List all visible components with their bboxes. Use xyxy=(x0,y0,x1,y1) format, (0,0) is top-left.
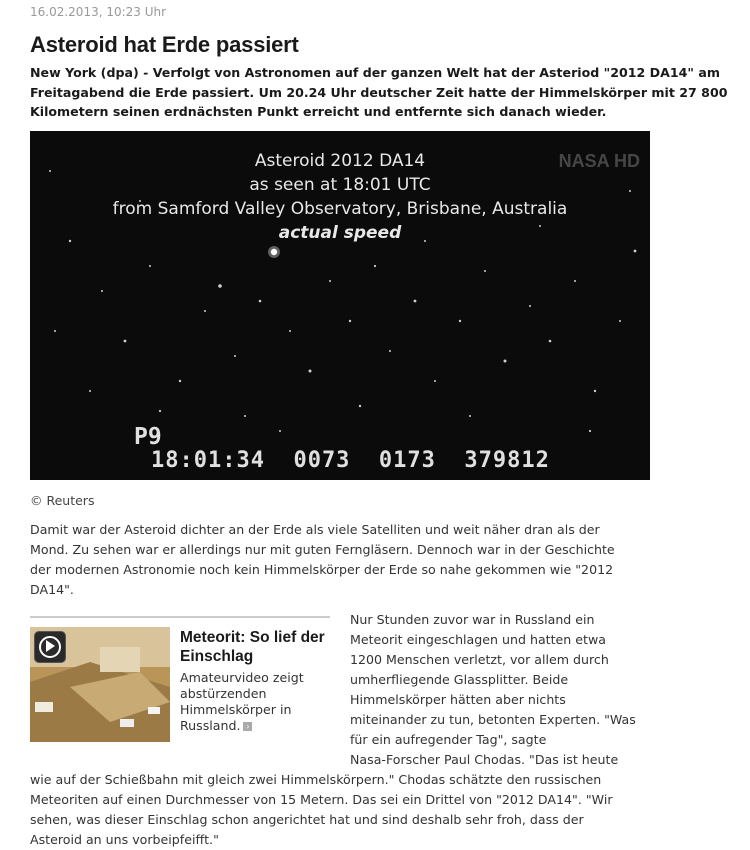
teaser-divider xyxy=(30,616,330,618)
article-image[interactable] xyxy=(30,131,650,480)
more-arrow-icon[interactable]: › xyxy=(243,722,252,731)
paragraph-line: Nur Stunden zuvor war in Russland ein xyxy=(350,612,595,627)
teaser-text: Amateurvideo zeigt abstürzenden Himmelskörper in Russland. xyxy=(180,670,304,733)
paragraph-line: Mond. Zu sehen war er allerdings nur mit guten Ferngläsern. Dennoch war in der Geschichte xyxy=(30,542,615,557)
paragraph-line: sehen, was dieser Einschlag schon angerichtet hat und sind deshalb sehr froh, dass der xyxy=(30,812,584,827)
image-caption-speed: actual speed xyxy=(278,223,402,243)
paragraph-line: Meteorit eingeschlagen und hatten etwa xyxy=(350,632,606,647)
article-headline: Asteroid hat Erde passiert xyxy=(30,32,299,57)
teaser-thumbnail[interactable] xyxy=(30,627,170,742)
teaser-title-link[interactable]: Meteorit: So lief der Einschlag xyxy=(180,629,325,665)
paragraph-line: Nasa-Forscher Paul Chodas. "Das ist heute xyxy=(350,752,619,767)
paragraph-line: Himmelskörper hätten aber nichts xyxy=(350,692,566,707)
image-credit: © Reuters xyxy=(30,493,95,508)
article-date: 16.02.2013, 10:23 Uhr xyxy=(30,5,167,19)
nasa-hd-watermark: NASA HD xyxy=(558,151,640,171)
article-paragraph xyxy=(30,770,660,850)
video-timecode: 18:01:34 0073 0173 379812 xyxy=(151,448,550,473)
image-caption-location: from Samford Valley Observatory, Brisbane, Australia xyxy=(112,199,568,219)
lead-line: Kilometern seinen erdnächsten Punkt erreicht und entfernte sich danach wieder. xyxy=(30,104,607,119)
play-icon[interactable] xyxy=(34,631,66,663)
frame-label: P9 xyxy=(134,424,162,450)
lead-line: New York (dpa) - Verfolgt von Astronomen auf der ganzen Welt hat der Asteriod "2012 DA14" am xyxy=(30,65,720,80)
article-lead xyxy=(30,63,750,122)
teaser-description[interactable] xyxy=(180,670,330,734)
paragraph-line: DA14". xyxy=(30,582,74,597)
article-paragraph xyxy=(350,610,660,770)
paragraph-line: Damit war der Asteroid dichter an der Erde als viele Satelliten und weit näher dran als der xyxy=(30,522,600,537)
paragraph-line: der modernen Astronomie noch kein Himmelskörper der Erde so nahe gekommen wie "2012 xyxy=(30,562,614,577)
paragraph-line: umherfliegende Glassplitter. Beide xyxy=(350,672,569,687)
paragraph-line: wie auf der Schießbahn mit gleich zwei Himmelskörpern." Chodas schätzte den russischen xyxy=(30,772,602,787)
image-caption-time: as seen at 18:01 UTC xyxy=(249,175,431,195)
paragraph-line: Meteoriten auf einen Durchmesser von 15 Metern. Das sei ein Drittel von "2012 DA14". "Wir xyxy=(30,792,613,807)
image-caption-title: Asteroid 2012 DA14 xyxy=(254,151,426,171)
paragraph-line: Asteroid an uns vorbeipfeifft." xyxy=(30,832,219,847)
lead-line: Freitagabend die Erde passiert. Um 20.24 Uhr deutscher Zeit hatte der Himmelskörper mit 27 800 xyxy=(30,84,728,100)
article-paragraph xyxy=(30,520,660,600)
paragraph-line: für ein aufregender Tag", sagte xyxy=(350,732,547,747)
paragraph-line: miteinander zu tun, betonten Experten. "Was xyxy=(350,712,636,727)
paragraph-line: 1200 Menschen verletzt, vor allem durch xyxy=(350,652,609,667)
